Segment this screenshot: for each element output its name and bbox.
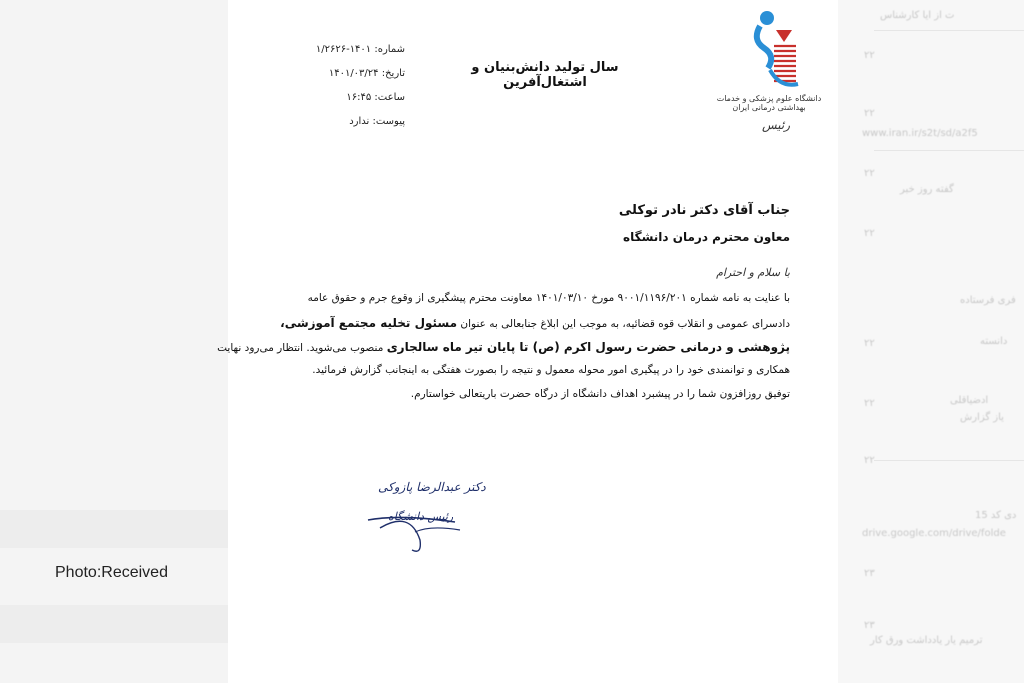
background-snippet: www.iran.ir/s2t/sd/a2f5 xyxy=(862,128,978,139)
body-line-2 xyxy=(280,316,790,332)
letter-time: ساعت: ۱۶:۴۵ xyxy=(346,92,405,103)
body-line-5: توفیق روزافزون شما را در پیشبرد اهداف دانشگاه از درگاه حضرت باریتعالی خواستارم. xyxy=(410,388,790,400)
background-snippet: ت از ایا کارشناس xyxy=(880,10,955,21)
addressee-name: جناب آقای دکتر نادر توکلی xyxy=(618,203,790,218)
letter-attachment: پیوست: ندارد xyxy=(349,116,405,127)
background-time: ۲۲ xyxy=(864,108,875,119)
background-time: ۲۲ xyxy=(864,398,875,409)
body-line-2-emphasis: مسئول تخلیه مجتمع آموزشی، xyxy=(280,316,458,330)
background-time: ۲۲ xyxy=(864,168,875,179)
body-line-1: با عنایت به نامه شماره ۹۰۰۱/۱۱۹۶/۲۰۱ مورخ ۱۴۰۱/۰۳/۱۰ معاونت محترم پیشگیری از وقوع جرم و حقوق عامه xyxy=(307,292,790,304)
background-divider xyxy=(874,150,1024,151)
background-snippet: فری فرستاده xyxy=(960,295,1016,306)
body-line-2-text: دادسرای عمومی و انقلاب قوه قضائیه، به موجب این ابلاغ جنابعالی به عنوان xyxy=(460,318,790,330)
background-time: ۲۲ xyxy=(864,50,875,61)
year-slogan: سال تولید دانش‌بنیان و اشتغال‌آفرین xyxy=(471,60,619,90)
background-time: ۲۲ xyxy=(864,455,875,466)
background-divider xyxy=(874,30,1024,31)
logo-caption: دانشگاه علوم پزشکی و خدمات بهداشتی درمانی ایران xyxy=(716,94,822,112)
signature xyxy=(360,470,486,560)
photo-credit: Photo:Received xyxy=(55,564,168,581)
background-time: ۲۲ xyxy=(864,338,875,349)
body-line-3-text: منصوب می‌شوید. انتظار می‌رود نهایت xyxy=(217,342,384,354)
background-snippet: drive.google.com/drive/folde xyxy=(862,528,1006,539)
background-snippet: گفته روز خبر xyxy=(900,184,954,195)
background-snippet: ادضیاقلی xyxy=(950,395,989,406)
letter-number: شماره: ۱۴۰۱-۱/۲۶۲۶ xyxy=(315,44,405,55)
body-line-3 xyxy=(217,340,790,356)
background-snippet: ترمیم یار یادداشت ورق کار xyxy=(870,635,983,646)
background-time: ۲۳ xyxy=(864,568,875,579)
background-snippet: دانسته xyxy=(980,336,1008,347)
university-logo-icon xyxy=(748,6,808,91)
background-divider xyxy=(874,460,1024,461)
background-band xyxy=(0,605,228,643)
body-line-3-emphasis: پژوهشی و درمانی حضرت رسول اکرم (ص) تا پایان تیر ماه سالجاری xyxy=(386,340,790,354)
greeting: با سلام و احترام xyxy=(716,266,790,279)
background-time: ۲۲ xyxy=(864,228,875,239)
letter-date: تاریخ: ۱۴۰۱/۰۳/۲۴ xyxy=(328,68,405,79)
background-snippet: دی کد 15 xyxy=(975,510,1017,521)
background-snippet: یاز گزارش xyxy=(960,412,1004,423)
background-time: ۲۳ xyxy=(864,620,875,631)
logo-sign: رئیس xyxy=(761,118,791,132)
signature-title: رئیس دانشگاه xyxy=(388,510,454,523)
signature-name: دکتر عبدالرضا پازوکی xyxy=(378,480,486,494)
body-line-4: همکاری و توانمندی خود را در پیگیری امور محوله معمول و نتیجه را بصورت هفتگی به اینجانب گزارش فرمائید. xyxy=(312,364,790,376)
background-band xyxy=(0,510,228,548)
addressee-title: معاون محترم درمان دانشگاه xyxy=(623,230,790,244)
